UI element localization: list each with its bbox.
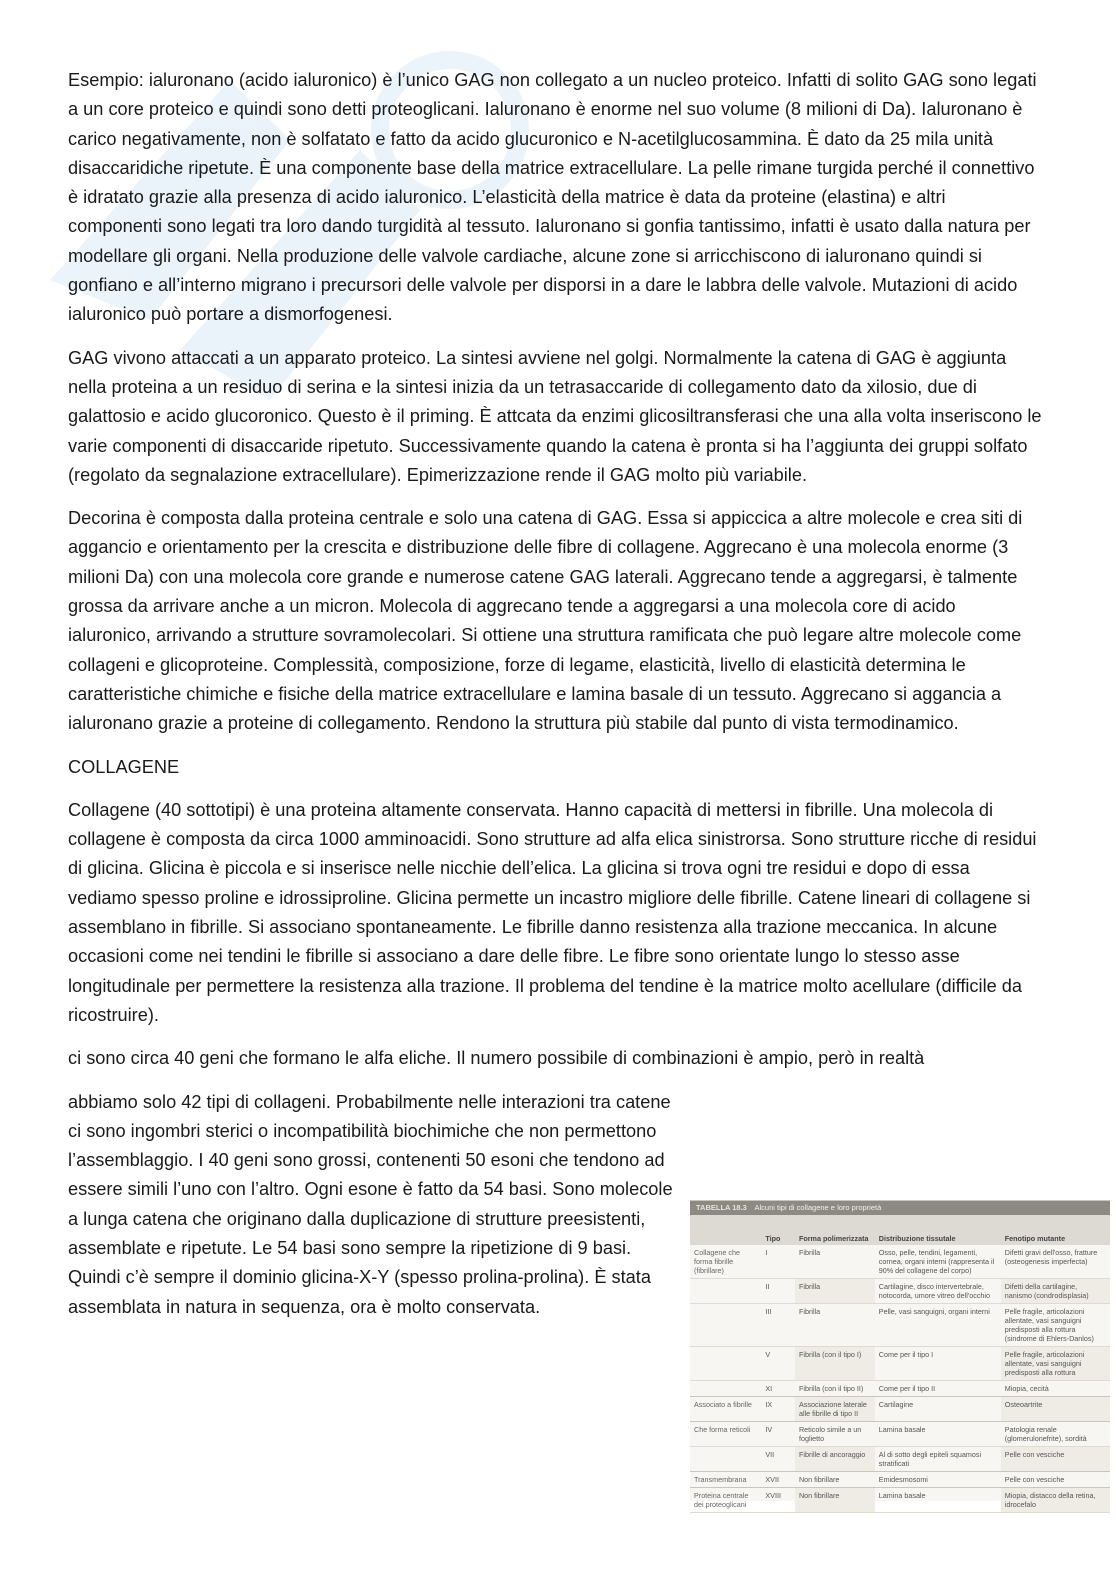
table-row <box>690 1472 1110 1488</box>
table-cell: Cartilagine, disco intervertebrale, notocorda, umore vitreo dell'occhio <box>875 1279 1001 1304</box>
table-cell: Fibrilla <box>795 1279 875 1304</box>
table-cell: IV <box>761 1422 795 1447</box>
table-row <box>690 1347 1110 1381</box>
table-row <box>690 1381 1110 1397</box>
table-row <box>690 1447 1110 1472</box>
table-cell: Lamina basale <box>875 1488 1001 1513</box>
table-cell: Pelle fragile, articolazioni allentate, vasi sanguigni predisposti alla rottura <box>1001 1347 1110 1381</box>
table-cell: Osteoartrite <box>1001 1397 1110 1422</box>
table-cell: Fibrilla <box>795 1304 875 1347</box>
table-cell <box>690 1447 761 1472</box>
table-cell: Osso, pelle, tendini, legamenti, cornea, organi interni (rappresenta il 90% del collagene del corpo) <box>875 1245 1001 1279</box>
table-cell: Cartilagine <box>875 1397 1001 1422</box>
table-cell: Al di sotto degli epiteli squamosi stratificati <box>875 1447 1001 1472</box>
table-row <box>690 1397 1110 1422</box>
table-row <box>690 1422 1110 1447</box>
table <box>690 1215 1110 1513</box>
table-cell: Pelle con vesciche <box>1001 1447 1110 1472</box>
table-cell <box>690 1381 761 1397</box>
table-cell: Difetti gravi dell'osso, fratture (osteogenesis imperfecta) <box>1001 1245 1110 1279</box>
table-cell: XI <box>761 1381 795 1397</box>
paragraph-gag-synthesis: GAG vivono attaccati a un apparato proteico. La sintesi avviene nel golgi. Normalmente la catena di GAG è aggiunta nella proteina a un residuo di serina e la sintesi inizia da un tetrasaccaride di collegamento dato da xilosio, due di galattosio e acido glucoronico. Questo è il priming. È attcata da enzimi glicosiltransferasi che una alla volta inseriscono le varie componenti di disaccaride ripetuto. Successivamente quando la catena è pronta si ha l’aggiunta dei gruppi solfato (regolato da segnalazione extracellulare). Epimerizzazione rende il GAG molto più variabile. <box>68 347 1042 485</box>
table-row <box>690 1245 1110 1279</box>
table-cell: Non fibrillare <box>795 1488 875 1513</box>
table-row <box>690 1279 1110 1304</box>
table-cell: Che forma reticoli <box>690 1422 761 1447</box>
table-cell: Fibrille di ancoraggio <box>795 1447 875 1472</box>
table-cell: I <box>761 1245 795 1279</box>
table-cell: Fibrilla (con il tipo I) <box>795 1347 875 1381</box>
paragraph-ialuronano: Esempio: ialuronano (acido ialuronico) è l’unico GAG non collegato a un nucleo proteico. Infatti di solito GAG sono legati a un core proteico e quindi sono detti proteoglicani. Ialuronano è enorme nel suo volume (8 milioni di Da). Ialuronano è carico negativamente, non è solfatato e fatto da acido glucuronico e N-acetilglucosammina. È dato da 25 mila unità disaccaridiche ripetute. È una componente base della matrice extracellulare. La pelle rimane turgida perché il connettivo è idratato grazie alla presenza di acido ialuronico. L’elasticità della matrice è data da proteine (elastina) e altri componenti sono legati tra loro dando turgidità al tessuto. Ialuronano si gonfia tantissimo, infatti è usato dalla natura per modellare gli organi. Nella produzione delle valvole cardiache, alcune zone si arricchiscono di ialuronano quindi si gonfiano e all’interno migrano i precursori delle valvole per disporsi in a dare le labbra delle valvole. Mutazioni di acido ialuronico può portare a dismorfogenesi. <box>68 70 1037 325</box>
table-cell: Miopia, cecità <box>1001 1381 1110 1397</box>
table-header-cell: Forma polimerizzata <box>795 1215 875 1245</box>
table-row <box>690 1488 1110 1513</box>
table-label: TABELLA 18.3 <box>696 1203 747 1212</box>
table-cell: Difetti della cartilagine, nanismo (condrodisplasia) <box>1001 1279 1110 1304</box>
table-caption <box>690 1201 1110 1215</box>
table-cell: Patologia renale (glomerulonefrite), sordità <box>1001 1422 1110 1447</box>
table-cell: Non fibrillare <box>795 1472 875 1488</box>
table-cell: Associato a fibrille <box>690 1397 761 1422</box>
table-cell: Collagene che forma fibrille (fibrillare) <box>690 1245 761 1279</box>
table-cell: Fibrilla <box>795 1245 875 1279</box>
table-cell: V <box>761 1347 795 1381</box>
table-header-cell <box>690 1215 761 1245</box>
section-heading-collagene: COLLAGENE <box>68 756 180 777</box>
table-cell: VII <box>761 1447 795 1472</box>
table-header-cell: Fenotipo mutante <box>1001 1215 1110 1245</box>
table-cell: Transmembrana <box>690 1472 761 1488</box>
paragraph-decorina: Decorina è composta dalla proteina centrale e solo una catena di GAG. Essa si appiccica a altre molecole e crea siti di aggancio e orientamento per la crescita e distribuzione delle fibre di collagene. Aggrecano è una molecola enorme (3 milioni Da) con una molecola core grande e numerose catene GAG laterali. Aggrecano tende a aggregarsi, è talmente grossa da arrivare anche a un micron. Molecola di aggrecano tende a aggregarsi a una molecola core di acido ialuronico, arrivando a strutture sovramolecolari. Si ottiene una struttura ramificata che può legare altre molecole come collageni e glicoproteine. Complessità, composizione, forze di legame, elasticità, livello di elasticità determina le caratteristiche chimiche e fisiche della matrice extracellulare e lamina basale di un tessuto. Aggrecano si aggancia a ialuronano grazie a proteine di collegamento. Rendono la struttura più stabile dal punto di vista termodinamico. <box>68 508 1023 734</box>
table-cell <box>690 1347 761 1381</box>
table-cell: Reticolo simile a un foglietto <box>795 1422 875 1447</box>
table-header-row <box>690 1215 1110 1245</box>
table-cell: XVII <box>761 1472 795 1488</box>
table-cell: III <box>761 1304 795 1347</box>
table-cell: Pelle, vasi sanguigni, organi interni <box>875 1304 1001 1347</box>
table-row <box>690 1304 1110 1347</box>
table-cell: Fibrilla (con il tipo II) <box>795 1381 875 1397</box>
table-cell: II <box>761 1279 795 1304</box>
paragraph-genes-first-line: ci sono circa 40 geni che formano le alfa eliche. Il numero possibile di combinazioni è ampio, però in realtà <box>68 1048 925 1069</box>
table-cell <box>690 1279 761 1304</box>
table-cell: Come per il tipo II <box>875 1381 1001 1397</box>
document-body <box>68 66 1043 1336</box>
table-header-cell: Tipo <box>761 1215 795 1245</box>
table-cell <box>690 1304 761 1347</box>
collagen-types-table <box>690 1200 1110 1509</box>
table-cell: Proteina centrale dei proteoglicani <box>690 1488 761 1513</box>
table-cell: XVIII <box>761 1488 795 1513</box>
table-header-cell: Distribuzione tissutale <box>875 1215 1001 1245</box>
table-cell: Pelle fragile, articolazioni allentate, vasi sanguigni predisposti alla rottura (sindrome di Ehlers-Danlos) <box>1001 1304 1110 1347</box>
table-body <box>690 1245 1110 1513</box>
table-cell: Emidesmosomi <box>875 1472 1001 1488</box>
table-cell: IX <box>761 1397 795 1422</box>
table-cell: Miopia, distacco della retina, idrocefalo <box>1001 1488 1110 1513</box>
table-cell: Associazione laterale alle fibrille di tipo II <box>795 1397 875 1422</box>
table-title: Alcuni tipi di collagene e loro proprietà <box>754 1203 882 1212</box>
table-cell: Lamina basale <box>875 1422 1001 1447</box>
paragraph-genes-rest: abbiamo solo 42 tipi di collageni. Probabilmente nelle interazioni tra catene ci sono ingombri sterici o incompatibilità biochimiche che non permettono l’assemblaggio. I 40 geni sono grossi, contenenti 50 esoni che tendono ad essere simili l’uno con l’altro. Ogni esone è fatto da 54 basi. Sono molecole a lunga catena che originano dalla duplicazione di strutture preesistenti, assemblate e ripetute. Le 54 basi sono sempre la ripetizione di 9 basi. Quindi c’è sempre il dominio glicina-X-Y (spesso prolina-prolina). È stata assemblata in natura in sequenza, ora è molto conservata. <box>68 1091 673 1317</box>
table-cell: Come per il tipo I <box>875 1347 1001 1381</box>
paragraph-collagene: Collagene (40 sottotipi) è una proteina altamente conservata. Hanno capacità di mettersi in fibrille. Una molecola di collagene è composta da circa 1000 amminoacidi. Sono strutture ad alfa elica sinistrorsa. Sono strutture ricche di residui di glicina. Glicina è piccola e si inserisce nelle nicchie dell’elica. La glicina si trova ogni tre residui e dopo di essa vediamo spesso proline e idrossiproline. Glicina permette un incastro migliore delle fibrille. Catene lineari di collagene si assemblano in fibrille. Si associano spontaneamente. Le fibrille danno resistenza alla trazione meccanica. In alcune occasioni come nei tendini le fibrille si associano a dare delle fibre. Le fibre sono orientate lungo lo stesso asse longitudinale per permettere la resistenza alla trazione. Il problema del tendine è la matrice molto acellulare (difficile da ricostruire). <box>68 799 1037 1025</box>
table-cell: Pelle con vesciche <box>1001 1472 1110 1488</box>
